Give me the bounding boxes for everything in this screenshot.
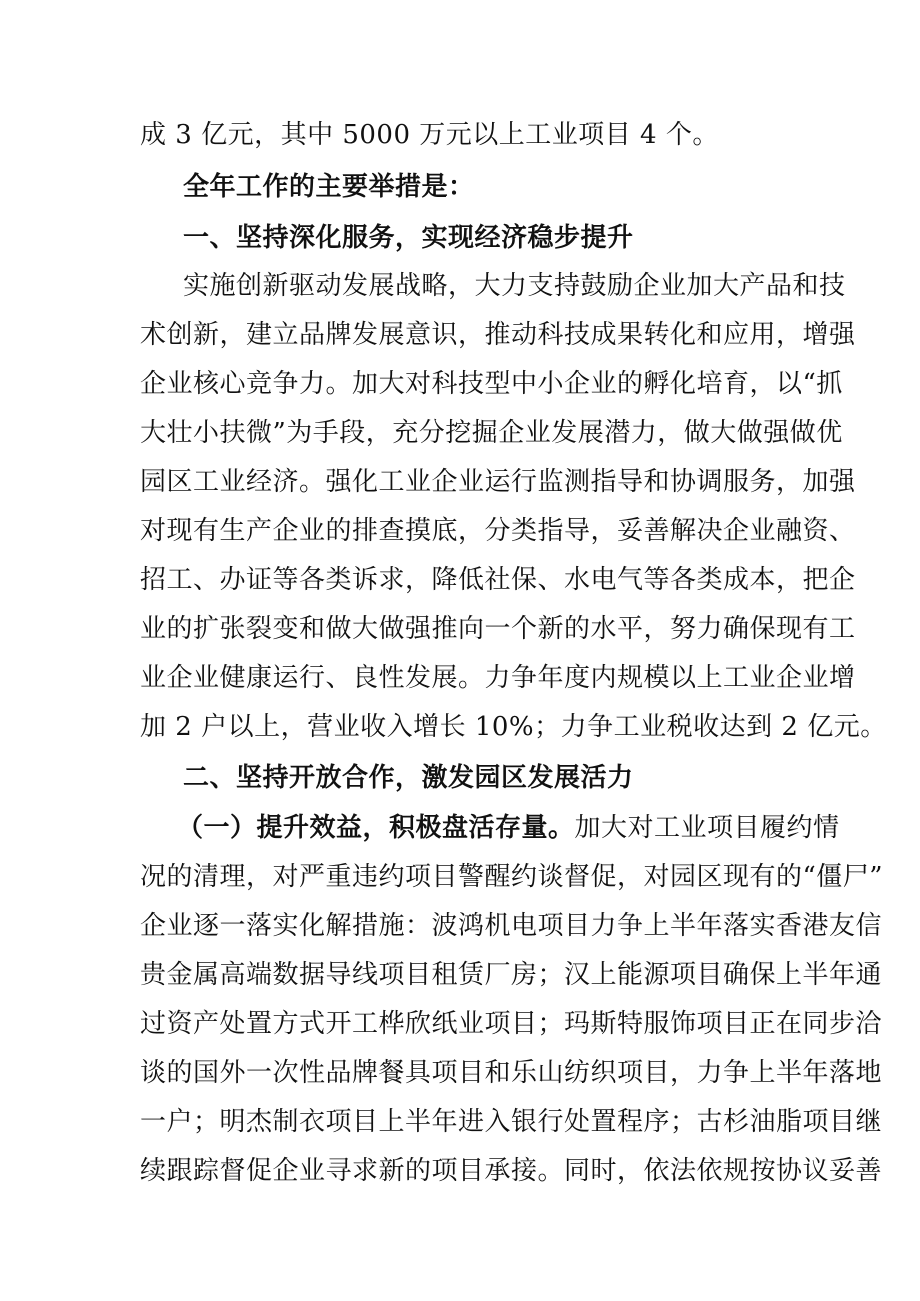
subsection-heading: （一）提升效益，积极盘活存量。 xyxy=(177,813,575,843)
paragraph-line: 加 2 户以上，营业收入增长 10%；力争工业税收达到 2 亿元。 xyxy=(140,712,887,742)
paragraph-line: 况的清理，对严重违约项目警醒约谈督促，对园区现有的“僵尸” xyxy=(140,862,884,892)
paragraph-line: 谈的国外一次性品牌餐具项目和乐山纺织项目，力争上半年落地 xyxy=(140,1058,883,1088)
paragraph-line xyxy=(177,808,840,848)
section-heading-1: 一、坚持深化服务，实现经济稳步提升 xyxy=(183,223,634,253)
paragraph-line: 企业核心竞争力。加大对科技型中小企业的孵化培育，以“抓 xyxy=(140,369,843,399)
section-heading-2: 二、坚持开放合作，激发园区发展活力 xyxy=(183,763,634,793)
paragraph-line: 术创新，建立品牌发展意识，推动科技成果转化和应用，增强 xyxy=(140,320,856,350)
paragraph-line: 业企业健康运行、良性发展。力争年度内规模以上工业企业增 xyxy=(140,663,856,693)
paragraph-line: 实施创新驱动发展战略，大力支持鼓励企业加大产品和技 xyxy=(183,271,846,301)
paragraph-line: 续跟踪督促企业寻求新的项目承接。同时，依法依规按协议妥善 xyxy=(140,1156,883,1186)
paragraph-text: 加大对工业项目履约情 xyxy=(574,813,840,843)
paragraph-line: 招工、办证等各类诉求，降低社保、水电气等各类成本，把企 xyxy=(140,565,856,595)
paragraph-line: 对现有生产企业的排查摸底，分类指导，妥善解决企业融资、 xyxy=(140,516,856,546)
paragraph-line: 成 3 亿元，其中 5000 万元以上工业项目 4 个。 xyxy=(140,120,719,150)
paragraph-line: 大壮小扶微”为手段，充分挖掘企业发展潜力，做大做强做优 xyxy=(140,418,843,448)
summary-heading: 全年工作的主要举措是： xyxy=(183,172,475,202)
paragraph-line: 园区工业经济。强化工业企业运行监测指导和协调服务，加强 xyxy=(140,467,856,497)
paragraph-line: 业的扩张裂变和做大做强推向一个新的水平，努力确保现有工 xyxy=(140,614,856,644)
paragraph-line: 一户；明杰制衣项目上半年进入银行处置程序；古杉油脂项目继 xyxy=(140,1107,883,1137)
paragraph-line: 过资产处置方式开工桦欣纸业项目；玛斯特服饰项目正在同步洽 xyxy=(140,1009,883,1039)
paragraph-line: 贵金属高端数据导线项目租赁厂房；汉上能源项目确保上半年通 xyxy=(140,960,883,990)
paragraph-line: 企业逐一落实化解措施：波鸿机电项目力争上半年落实香港友信 xyxy=(140,911,883,941)
